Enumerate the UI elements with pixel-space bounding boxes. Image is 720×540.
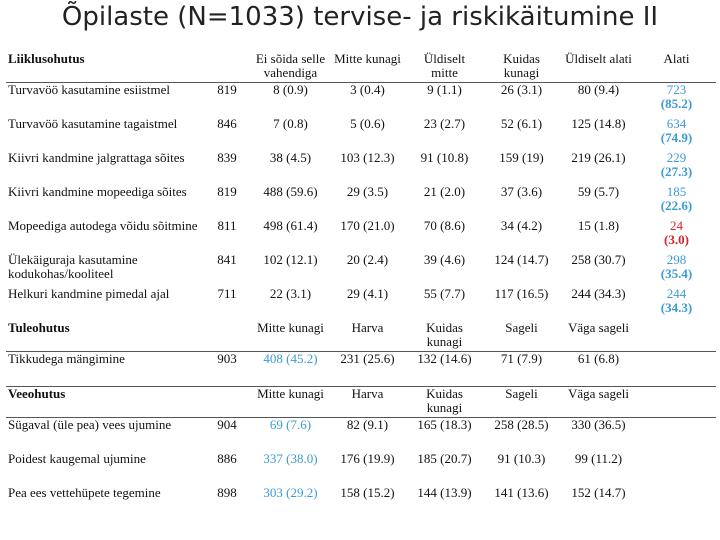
row-value: 23 (2.7) bbox=[423, 116, 466, 131]
row-alati bbox=[637, 219, 716, 253]
alati-count: 229 bbox=[666, 150, 687, 165]
column-header: Kuidas kunagi bbox=[406, 387, 483, 418]
column-header: Üldiselt mitte bbox=[406, 52, 483, 83]
row-value: 170 (21.0) bbox=[340, 218, 395, 233]
section-header-row bbox=[6, 387, 716, 418]
row-value: 29 (3.5) bbox=[346, 184, 389, 199]
table-row bbox=[6, 151, 716, 185]
row-value: 141 (13.6) bbox=[494, 485, 549, 500]
column-header bbox=[202, 321, 252, 352]
row-value: 70 (8.6) bbox=[423, 218, 466, 233]
row-label: Turvavöö kasutamine tagaistmel bbox=[8, 116, 178, 131]
row-value: 15 (1.8) bbox=[577, 218, 620, 233]
slide-title: Õpilaste (N=1033) tervise- ja riskikäitumine II bbox=[61, 2, 659, 32]
row-value: 102 (12.1) bbox=[263, 252, 318, 267]
row-value: 91 (10.3) bbox=[497, 451, 546, 466]
results-table-body bbox=[6, 52, 716, 520]
row-value: 9 (1.1) bbox=[427, 82, 462, 97]
row-alati bbox=[637, 287, 716, 321]
row-value: 176 (19.9) bbox=[340, 451, 395, 466]
row-alati bbox=[637, 418, 716, 453]
column-header: Mitte kunagi bbox=[329, 52, 406, 83]
column-header bbox=[637, 387, 716, 418]
row-n: 841 bbox=[217, 252, 237, 267]
row-n: 819 bbox=[217, 82, 237, 97]
row-label: Mopeediga autodega võidu sõitmine bbox=[8, 218, 198, 233]
alati-count: 634 bbox=[666, 116, 687, 131]
row-label: Turvavöö kasutamine esiistmel bbox=[8, 82, 171, 97]
row-value: 408 (45.2) bbox=[263, 351, 318, 366]
row-alati bbox=[637, 83, 716, 118]
row-value: 244 (34.3) bbox=[571, 286, 626, 301]
row-value: 152 (14.7) bbox=[571, 485, 626, 500]
section-title: Tuleohutus bbox=[6, 321, 202, 352]
row-value: 20 (2.4) bbox=[346, 252, 389, 267]
row-label: Helkuri kandmine pimedal ajal bbox=[8, 286, 170, 301]
row-value: 231 (25.6) bbox=[340, 351, 395, 366]
row-value: 219 (26.1) bbox=[571, 150, 626, 165]
section-title: Liiklusohutus bbox=[6, 52, 202, 83]
table-row bbox=[6, 287, 716, 321]
column-header: Üldiselt alati bbox=[560, 52, 637, 83]
row-value: 488 (59.6) bbox=[263, 184, 318, 199]
row-n: 898 bbox=[217, 485, 237, 500]
row-value: 52 (6.1) bbox=[500, 116, 543, 131]
row-value: 5 (0.6) bbox=[350, 116, 385, 131]
alati-count: 298 bbox=[666, 252, 687, 267]
row-value: 82 (9.1) bbox=[346, 417, 389, 432]
row-value: 165 (18.3) bbox=[417, 417, 472, 432]
row-value: 330 (36.5) bbox=[571, 417, 626, 432]
row-n: 904 bbox=[217, 417, 237, 432]
row-value: 258 (30.7) bbox=[571, 252, 626, 267]
row-value: 7 (0.8) bbox=[273, 116, 308, 131]
row-n: 903 bbox=[217, 351, 237, 366]
row-value: 258 (28.5) bbox=[494, 417, 549, 432]
row-value: 99 (11.2) bbox=[574, 451, 623, 466]
row-value: 158 (15.2) bbox=[340, 485, 395, 500]
table-row bbox=[6, 83, 716, 118]
row-n: 819 bbox=[217, 184, 237, 199]
alati-percent: (22.6) bbox=[660, 198, 693, 213]
alati-percent: (74.9) bbox=[660, 130, 693, 145]
alati-count: 24 bbox=[670, 218, 683, 233]
row-value: 22 (3.1) bbox=[269, 286, 312, 301]
row-label: Kiivri kandmine mopeediga sõites bbox=[8, 184, 187, 199]
column-header: Mitte kunagi bbox=[252, 387, 329, 418]
column-header: Harva bbox=[329, 321, 406, 352]
row-value: 39 (4.6) bbox=[423, 252, 466, 267]
column-header: Ei sõida selle vahendiga bbox=[252, 52, 329, 83]
alati-count: 723 bbox=[666, 82, 687, 97]
row-value: 55 (7.7) bbox=[423, 286, 466, 301]
row-alati bbox=[637, 117, 716, 151]
row-value: 132 (14.6) bbox=[417, 351, 472, 366]
row-value: 80 (9.4) bbox=[577, 82, 620, 97]
section-header-row bbox=[6, 321, 716, 352]
row-alati bbox=[637, 253, 716, 287]
row-value: 71 (7.9) bbox=[500, 351, 543, 366]
row-value: 61 (6.8) bbox=[577, 351, 620, 366]
column-header: Kuidas kunagi bbox=[483, 52, 560, 83]
row-value: 185 (20.7) bbox=[417, 451, 472, 466]
row-value: 124 (14.7) bbox=[494, 252, 549, 267]
column-header bbox=[637, 321, 716, 352]
row-alati bbox=[637, 185, 716, 219]
alati-percent: (34.3) bbox=[660, 300, 693, 315]
column-header bbox=[202, 387, 252, 418]
row-value: 159 (19) bbox=[499, 150, 544, 165]
results-table bbox=[6, 52, 716, 520]
column-header: Väga sageli bbox=[560, 321, 637, 352]
row-alati bbox=[637, 352, 716, 387]
table-row bbox=[6, 117, 716, 151]
row-label: Kiivri kandmine jalgrattaga sõites bbox=[8, 150, 185, 165]
row-value: 26 (3.1) bbox=[500, 82, 543, 97]
table-row bbox=[6, 418, 716, 453]
alati-count: 244 bbox=[666, 286, 687, 301]
row-value: 59 (5.7) bbox=[577, 184, 620, 199]
row-n: 886 bbox=[217, 451, 237, 466]
row-value: 337 (38.0) bbox=[263, 451, 318, 466]
row-value: 37 (3.6) bbox=[500, 184, 543, 199]
column-header: Sageli bbox=[483, 387, 560, 418]
alati-count: 185 bbox=[666, 184, 687, 199]
table-row bbox=[6, 452, 716, 486]
row-alati bbox=[637, 486, 716, 520]
row-n: 839 bbox=[217, 150, 237, 165]
row-n: 711 bbox=[217, 286, 237, 301]
row-label: Poidest kaugemal ujumine bbox=[8, 451, 146, 466]
table-row bbox=[6, 352, 716, 387]
row-value: 103 (12.3) bbox=[340, 150, 395, 165]
row-label: Tikkudega mängimine bbox=[8, 351, 125, 366]
row-value: 29 (4.1) bbox=[346, 286, 389, 301]
column-header: Alati bbox=[637, 52, 716, 83]
row-value: 144 (13.9) bbox=[417, 485, 472, 500]
section-title: Veeohutus bbox=[6, 387, 202, 418]
row-value: 69 (7.6) bbox=[269, 417, 312, 432]
row-label: Sügaval (üle pea) vees ujumine bbox=[8, 417, 172, 432]
row-label: Pea ees vettehüpete tegemine bbox=[8, 485, 161, 500]
column-header bbox=[202, 52, 252, 83]
row-value: 125 (14.8) bbox=[571, 116, 626, 131]
column-header: Harva bbox=[329, 387, 406, 418]
column-header: Väga sageli bbox=[560, 387, 637, 418]
table-row bbox=[6, 185, 716, 219]
column-header: Sageli bbox=[483, 321, 560, 352]
alati-percent: (3.0) bbox=[664, 232, 689, 247]
row-n: 811 bbox=[217, 218, 237, 233]
row-label: Ülekäiguraja kasutamine kodukohas/kooliteel bbox=[8, 252, 138, 281]
row-value: 21 (2.0) bbox=[423, 184, 466, 199]
row-value: 38 (4.5) bbox=[269, 150, 312, 165]
alati-percent: (27.3) bbox=[660, 164, 693, 179]
table-row bbox=[6, 219, 716, 253]
column-header: Kuidas kunagi bbox=[406, 321, 483, 352]
alati-percent: (85.2) bbox=[660, 96, 693, 111]
alati-percent: (35.4) bbox=[660, 266, 693, 281]
section-header-row bbox=[6, 52, 716, 83]
row-value: 8 (0.9) bbox=[273, 82, 308, 97]
table-row bbox=[6, 486, 716, 520]
row-value: 91 (10.8) bbox=[420, 150, 469, 165]
row-value: 34 (4.2) bbox=[500, 218, 543, 233]
row-value: 498 (61.4) bbox=[263, 218, 318, 233]
table-row bbox=[6, 253, 716, 287]
row-value: 117 (16.5) bbox=[494, 286, 549, 301]
row-value: 3 (0.4) bbox=[350, 82, 385, 97]
column-header: Mitte kunagi bbox=[252, 321, 329, 352]
row-n: 846 bbox=[217, 116, 237, 131]
row-alati bbox=[637, 452, 716, 486]
row-value: 303 (29.2) bbox=[263, 485, 318, 500]
row-alati bbox=[637, 151, 716, 185]
